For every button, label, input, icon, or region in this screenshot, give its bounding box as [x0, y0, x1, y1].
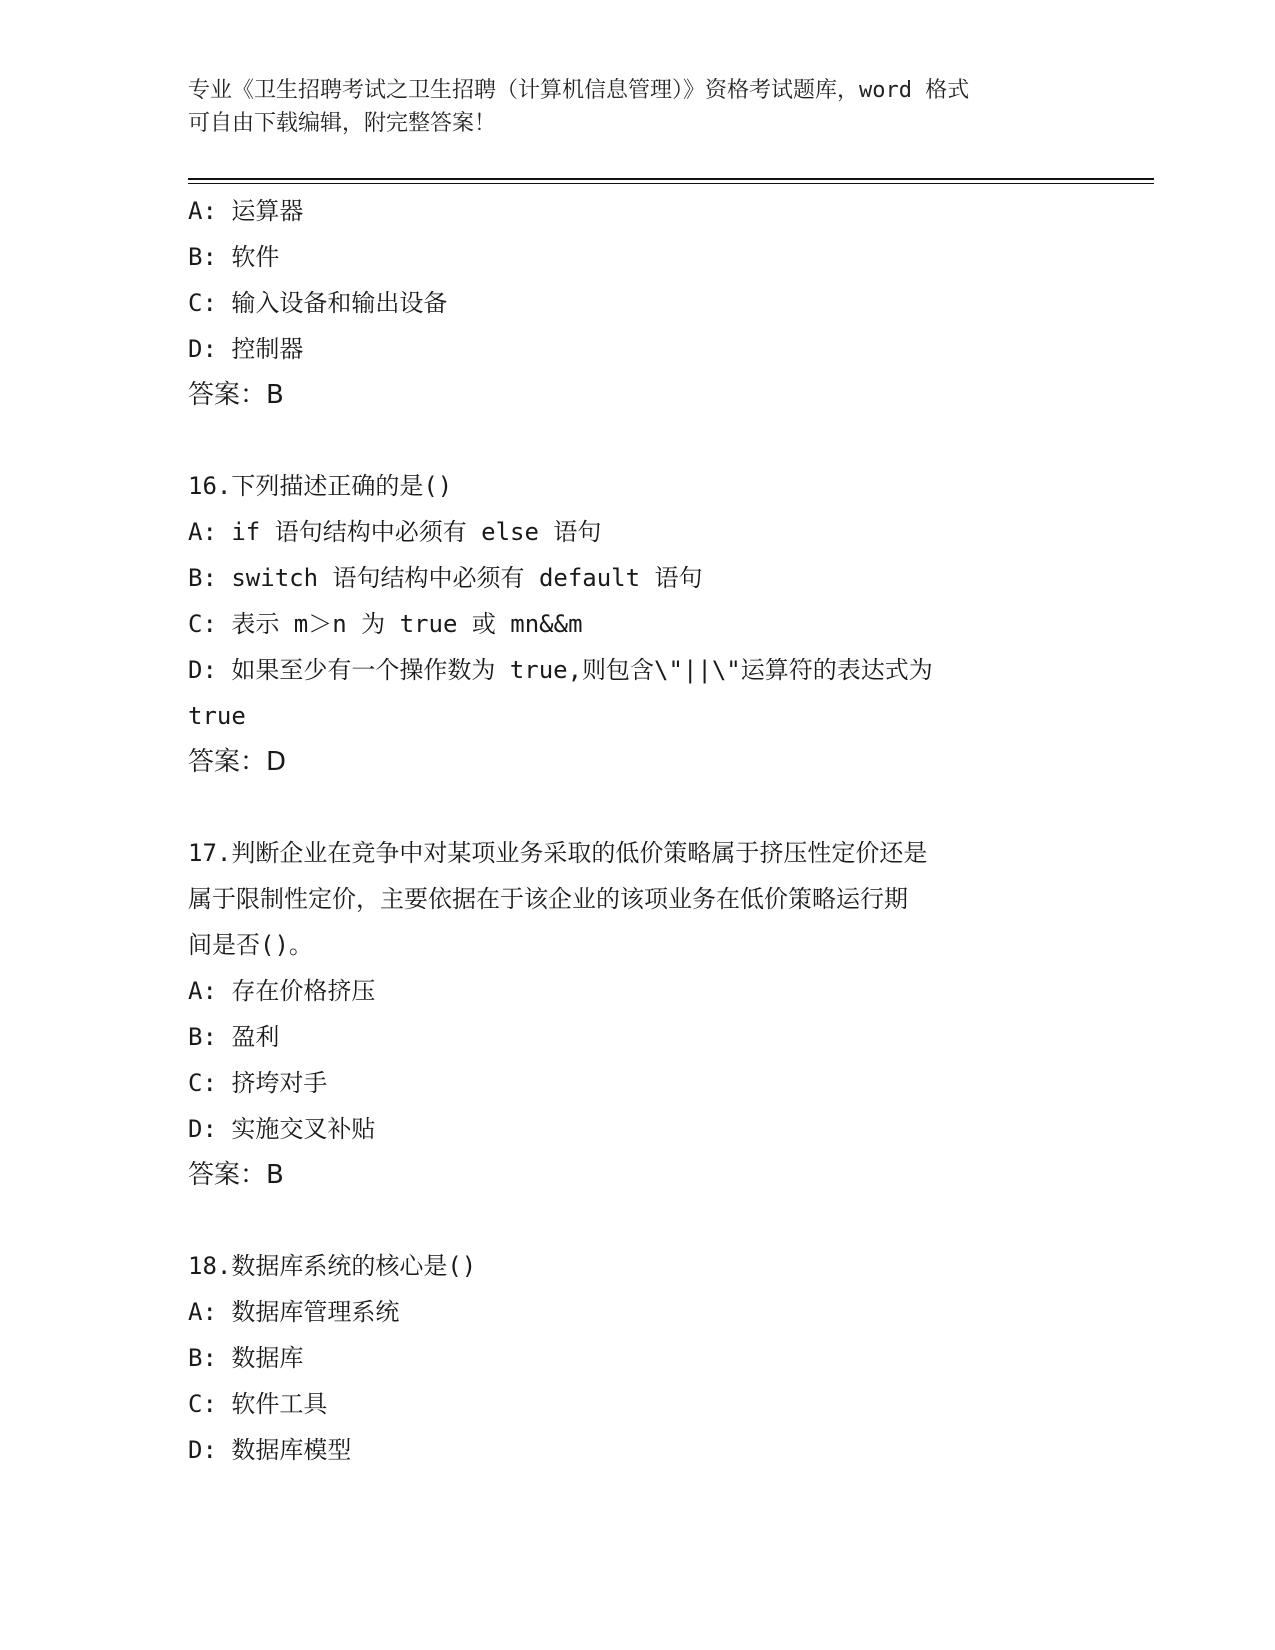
- question-text-line-2: 属于限制性定价，主要依据在于该企业的该项业务在低价策略运行期: [188, 885, 908, 913]
- question-17: [188, 830, 1088, 1198]
- option-b: B: 数据库: [188, 1344, 304, 1372]
- document-header: [188, 74, 1088, 140]
- option-d: D: 如果至少有一个操作数为 true,则包含\"||\"运算符的表达式为: [188, 656, 933, 684]
- option-d: D: 数据库模型: [188, 1436, 352, 1464]
- header-divider-thin: [188, 183, 1154, 184]
- answer: 答案：B: [188, 1160, 284, 1190]
- option-b: B: switch 语句结构中必须有 default 语句: [188, 564, 703, 592]
- option-b: B: 盈利: [188, 1023, 280, 1051]
- question-text: 16.下列描述正确的是(): [188, 472, 453, 500]
- option-a: A: 存在价格挤压: [188, 977, 376, 1005]
- question-text-line-1: 17.判断企业在竞争中对某项业务采取的低价策略属于挤压性定价还是: [188, 839, 928, 867]
- spacer: [188, 418, 1088, 463]
- answer: 答案：D: [188, 747, 287, 777]
- header-line-2: 可自由下载编辑，附完整答案！: [188, 111, 497, 136]
- option-c: C: 挤垮对手: [188, 1069, 328, 1097]
- header-divider-thick: [188, 178, 1154, 180]
- option-d: D: 实施交叉补贴: [188, 1115, 376, 1143]
- option-a: A: 数据库管理系统: [188, 1298, 400, 1326]
- option-a: A: if 语句结构中必须有 else 语句: [188, 518, 602, 546]
- question-list: [188, 188, 1088, 1473]
- spacer: [188, 1198, 1088, 1243]
- header-line-1: 专业《卫生招聘考试之卫生招聘（计算机信息管理）》资格考试题库，word 格式: [188, 78, 970, 103]
- option-d-continuation: true: [188, 702, 246, 730]
- spacer: [188, 785, 1088, 830]
- option-c: C: 软件工具: [188, 1390, 328, 1418]
- option-b: B: 软件: [188, 243, 280, 271]
- question-text: 18.数据库系统的核心是(): [188, 1252, 477, 1280]
- answer: 答案：B: [188, 380, 284, 410]
- question-text-line-3: 间是否()。: [188, 931, 313, 959]
- option-a: A: 运算器: [188, 197, 304, 225]
- option-c: C: 表示 m＞n 为 true 或 mn&&m: [188, 610, 583, 638]
- question-18: [188, 1243, 1088, 1473]
- question-15: [188, 188, 1088, 418]
- option-d: D: 控制器: [188, 335, 304, 363]
- option-c: C: 输入设备和输出设备: [188, 289, 448, 317]
- question-16: [188, 463, 1088, 785]
